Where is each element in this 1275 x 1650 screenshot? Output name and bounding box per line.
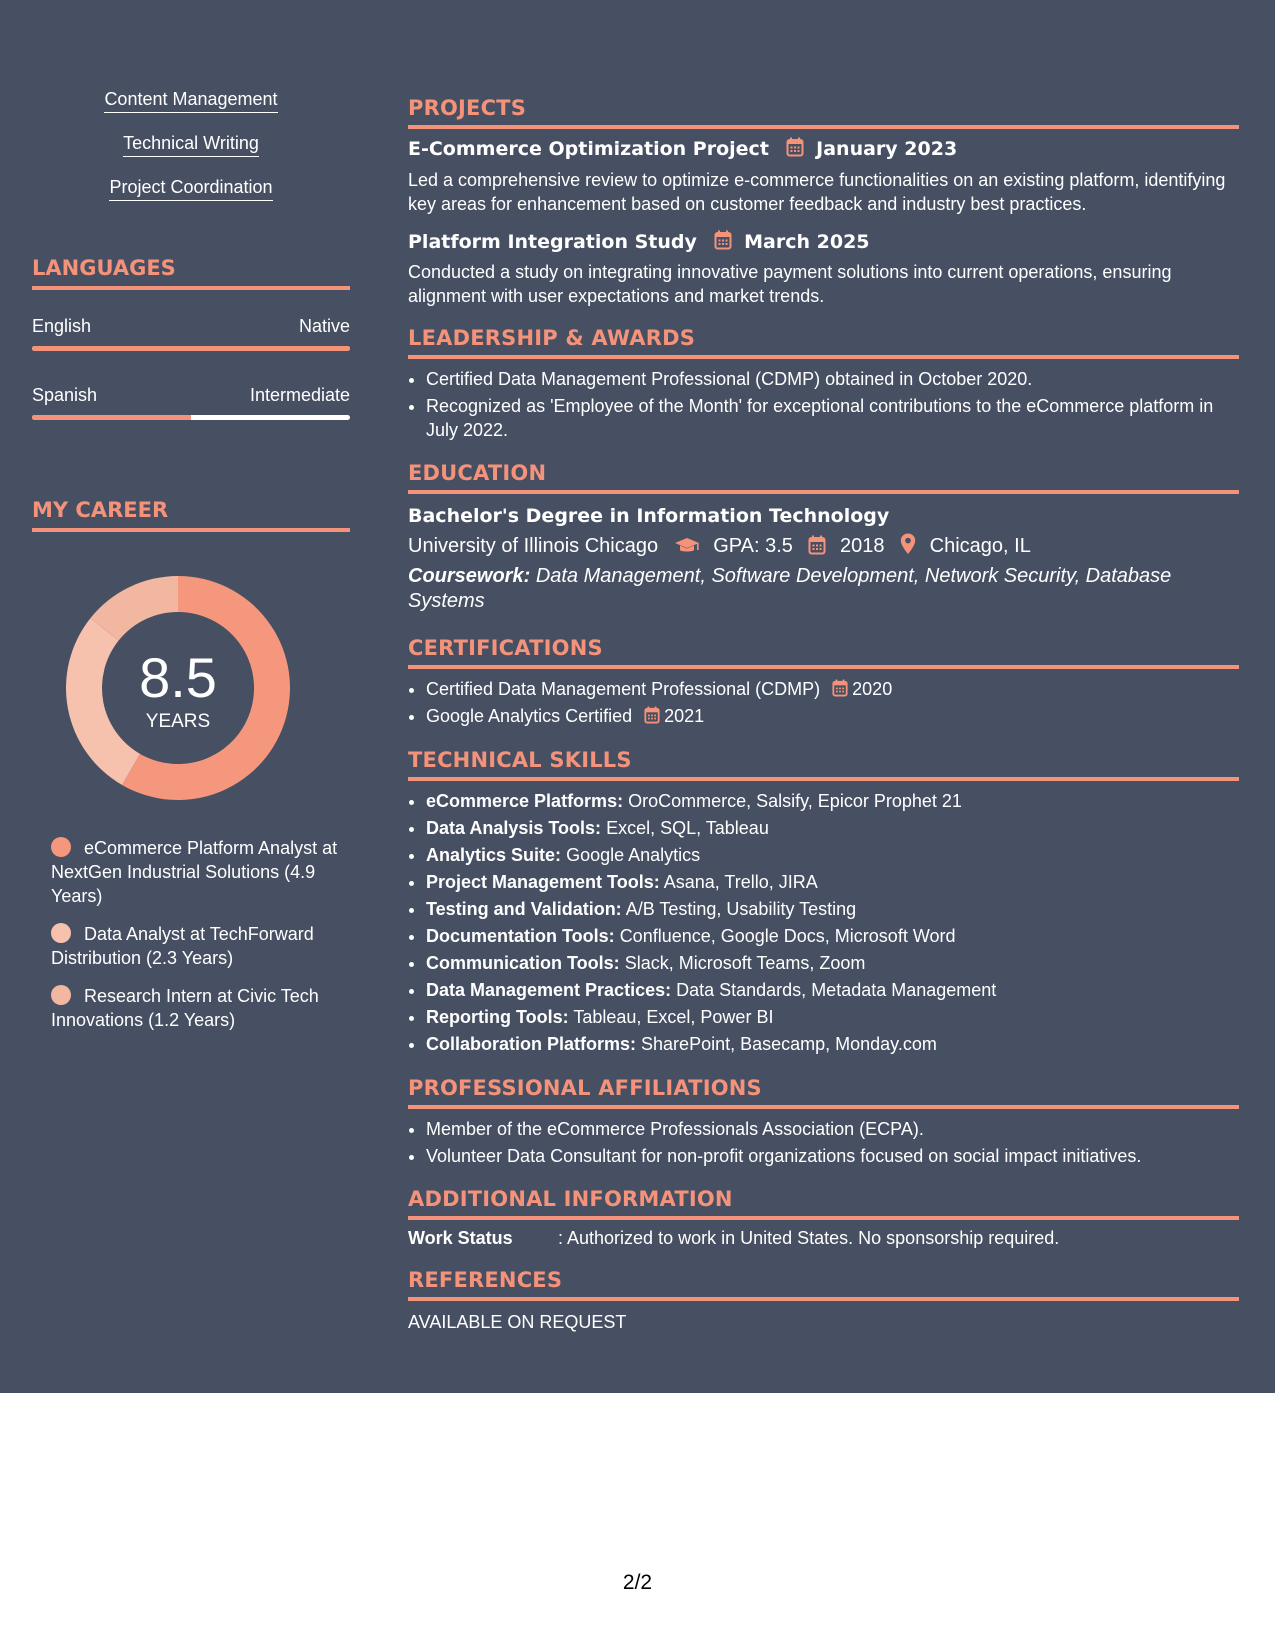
- technical-skill-item: [426, 924, 1239, 948]
- additional-info-heading: ADDITIONAL INFORMATION: [408, 1187, 1239, 1220]
- career-legend-label: eCommerce Platform Analyst at NextGen Industrial Solutions (4.9 Years): [51, 838, 338, 906]
- projects-heading: PROJECTS: [408, 96, 1239, 129]
- project-title: Platform Integration Study: [408, 231, 697, 253]
- skill-item: Project Coordination: [109, 176, 272, 201]
- education-gpa: GPA: 3.5: [713, 535, 793, 557]
- project-title-row: [408, 229, 870, 255]
- work-status-label: Work Status: [408, 1228, 513, 1248]
- language-proficiency-fill: [32, 415, 191, 420]
- technical-skill-item: [426, 870, 1239, 894]
- career-legend: [51, 836, 341, 1046]
- certification-name: Certified Data Management Professional (CDMP): [426, 679, 821, 699]
- skill-values: OroCommerce, Salsify, Epicor Prophet 21: [628, 791, 962, 811]
- project-date: March 2025: [744, 231, 870, 253]
- language-name: English: [32, 316, 92, 336]
- certification-name: Google Analytics Certified: [426, 706, 633, 726]
- location-pin-icon: [900, 533, 916, 555]
- affiliations-list: [426, 1117, 1239, 1171]
- calendar-icon: [714, 230, 732, 250]
- skill-values: Google Analytics: [566, 845, 701, 865]
- education-heading: EDUCATION: [408, 461, 1239, 494]
- language-level: Intermediate: [249, 385, 350, 405]
- skill-values: Data Standards, Metadata Management: [676, 980, 997, 1000]
- certification-year: 2020: [852, 679, 893, 699]
- language-proficiency-bar: [32, 415, 350, 420]
- project-date: January 2023: [816, 138, 958, 160]
- language-english: [32, 315, 350, 351]
- leadership-item: • Certified Data Management Professional (CDMP) obtained in October 2020.: [426, 367, 1239, 391]
- leadership-heading: LEADERSHIP & AWARDS: [408, 326, 1239, 359]
- skill-values: Excel, SQL, Tableau: [606, 818, 769, 838]
- skill-category: eCommerce Platforms:: [426, 791, 624, 811]
- calendar-icon: [808, 535, 826, 555]
- language-level: Native: [298, 316, 350, 336]
- language-proficiency-bar: [32, 346, 350, 351]
- project-description: Led a comprehensive review to optimize e-commerce functionalities on an existing platform, identifying key areas for enhancement based on customer feedback and industry best practices.: [408, 170, 1226, 214]
- references-heading: REFERENCES: [408, 1268, 1239, 1301]
- project-title-row: [408, 136, 957, 162]
- affiliation-item: • Volunteer Data Consultant for non-profit organizations focused on social impact initiatives.: [426, 1144, 1239, 1168]
- language-name: Spanish: [32, 385, 98, 405]
- certifications-list: [426, 677, 1239, 731]
- technical-skills-heading: TECHNICAL SKILLS: [408, 748, 1239, 781]
- graduation-cap-icon: [674, 537, 700, 555]
- legend-dot-icon: [51, 837, 71, 857]
- education-degree: Bachelor's Degree in Information Technology: [408, 505, 890, 527]
- skill-item: Technical Writing: [123, 132, 259, 157]
- education-school: University of Illinois Chicago: [408, 535, 659, 557]
- career-years-label: YEARS: [145, 711, 211, 732]
- page-number: 2/2: [622, 1571, 653, 1594]
- certification-year: 2021: [664, 706, 705, 726]
- certifications-heading: CERTIFICATIONS: [408, 636, 1239, 669]
- skill-category: Data Analysis Tools:: [426, 818, 602, 838]
- skill-values: Confluence, Google Docs, Microsoft Word: [619, 926, 956, 946]
- technical-skill-item: [426, 1005, 1239, 1029]
- skill-category: Analytics Suite:: [426, 845, 562, 865]
- skill-category: Data Management Practices:: [426, 980, 672, 1000]
- skill-category: Communication Tools:: [426, 953, 620, 973]
- technical-skill-item: [426, 816, 1239, 840]
- skill-values: Slack, Microsoft Teams, Zoom: [624, 953, 866, 973]
- languages-heading: LANGUAGES: [32, 256, 350, 290]
- references-text: AVAILABLE ON REQUEST: [408, 1312, 627, 1332]
- skill-list: [32, 88, 350, 220]
- career-total-years: 8.5: [139, 646, 217, 709]
- certification-item: [426, 677, 1239, 701]
- career-legend-item: [51, 984, 341, 1032]
- coursework-label: Coursework:: [408, 565, 531, 587]
- career-legend-label: Research Intern at Civic Tech Innovations (1.2 Years): [51, 986, 319, 1030]
- skill-category: Collaboration Platforms:: [426, 1034, 637, 1054]
- affiliation-item: • Member of the eCommerce Professionals Association (ECPA).: [426, 1117, 1239, 1141]
- work-status-value: : Authorized to work in United States. No sponsorship required.: [558, 1228, 1060, 1248]
- project-title: E-Commerce Optimization Project: [408, 138, 769, 160]
- leadership-list: [426, 367, 1239, 445]
- certification-item: [426, 704, 1239, 728]
- skill-category: Reporting Tools:: [426, 1007, 569, 1027]
- technical-skill-item: [426, 789, 1239, 813]
- work-status: [408, 1226, 1059, 1250]
- affiliations-heading: PROFESSIONAL AFFILIATIONS: [408, 1076, 1239, 1109]
- coursework-list: Data Management, Software Development, Network Security, Database Systems: [408, 565, 1172, 612]
- education-year: 2018: [840, 535, 885, 557]
- technical-skill-item: [426, 978, 1239, 1002]
- technical-skills-list: [426, 789, 1239, 1059]
- technical-skill-item: [426, 897, 1239, 921]
- technical-skill-item: [426, 951, 1239, 975]
- legend-dot-icon: [51, 985, 71, 1005]
- education-location: Chicago, IL: [929, 535, 1031, 557]
- legend-dot-icon: [51, 923, 71, 943]
- skill-values: Asana, Trello, JIRA: [663, 872, 818, 892]
- technical-skill-item: [426, 843, 1239, 867]
- education-coursework: [408, 564, 1188, 614]
- leadership-item: • Recognized as 'Employee of the Month' for exceptional contributions to the eCommerce platform in July 2022.: [426, 394, 1239, 442]
- skill-values: SharePoint, Basecamp, Monday.com: [641, 1034, 937, 1054]
- skill-category: Documentation Tools:: [426, 926, 615, 946]
- language-proficiency-fill: [32, 346, 350, 351]
- education-details: [408, 533, 1031, 559]
- project-description: Conducted a study on integrating innovative payment solutions into current operations, ensuring alignment with user expectations and market trends.: [408, 262, 1172, 306]
- skill-category: Project Management Tools:: [426, 872, 660, 892]
- career-legend-item: [51, 836, 341, 908]
- skill-values: A/B Testing, Usability Testing: [625, 899, 857, 919]
- technical-skill-item: [426, 1032, 1239, 1056]
- career-legend-label: Data Analyst at TechForward Distribution (2.3 Years): [51, 924, 314, 968]
- calendar-icon: [786, 137, 804, 157]
- career-heading: MY CAREER: [32, 498, 350, 532]
- skill-values: Tableau, Excel, Power BI: [573, 1007, 774, 1027]
- calendar-icon: [832, 679, 848, 697]
- career-legend-item: [51, 922, 341, 970]
- language-spanish: [32, 384, 350, 420]
- skill-category: Testing and Validation:: [426, 899, 622, 919]
- skill-item: Content Management: [104, 88, 277, 113]
- calendar-icon: [644, 706, 660, 724]
